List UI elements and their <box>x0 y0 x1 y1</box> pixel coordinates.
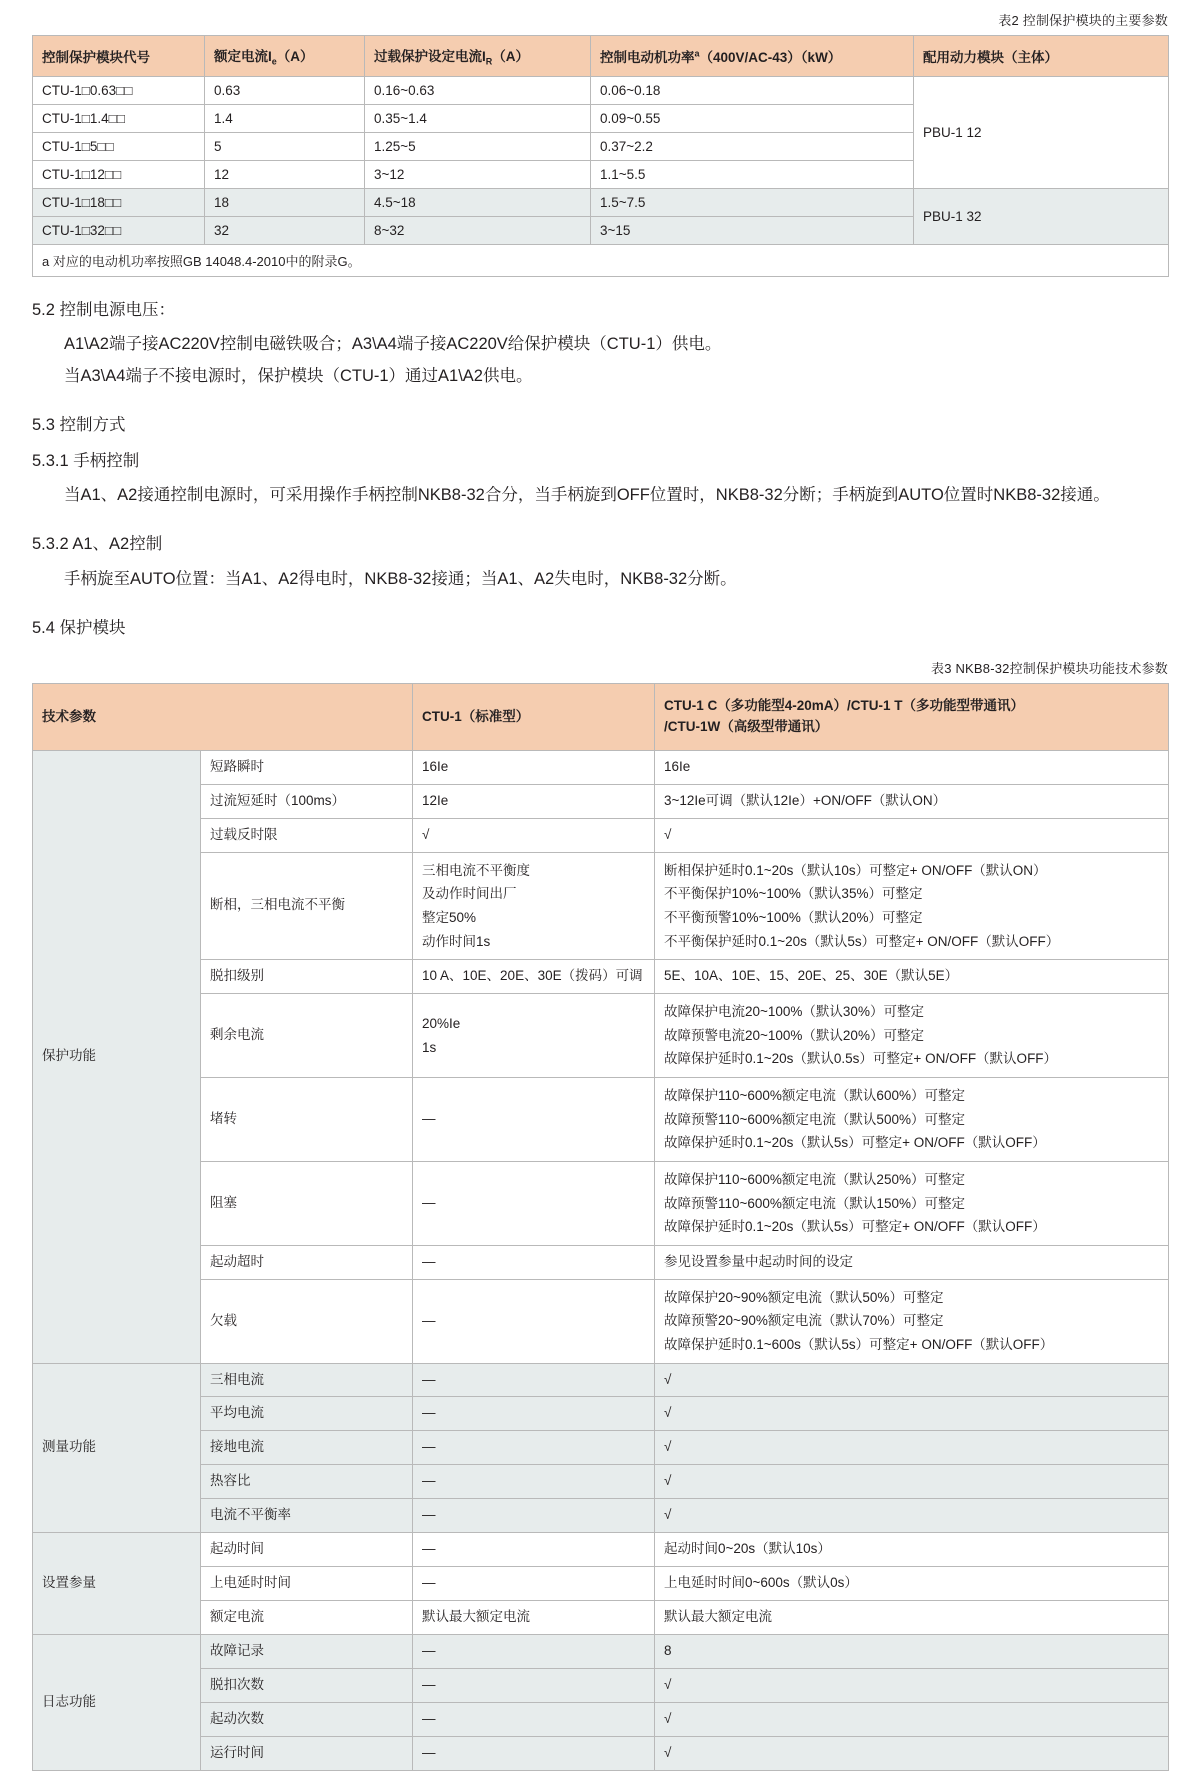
table2-cell-module-group: PBU-1 12 <box>914 76 1169 188</box>
section-5-3-1-para: 当A1、A2接通控制电源时，可采用操作手柄控制NKB8-32合分，当手柄旋到OFF位置时，NKB8-32分断；手柄旋到AUTO位置时NKB8-32接通。 <box>64 486 1110 505</box>
table3-cell-advanced-line: 5E、10A、10E、15、20E、25、30E（默认5E） <box>664 968 959 984</box>
table2-cell-power: 1.5~7.5 <box>591 188 914 216</box>
table3-cell-standard <box>413 750 655 784</box>
table3-cell-advanced-line: √ <box>664 1473 672 1489</box>
table3-col-advanced <box>655 684 1169 751</box>
table3-cell-advanced-line: 上电延时时间0~600s（默认0s） <box>664 1575 858 1591</box>
table2-cell-ie: 1.4 <box>205 104 365 132</box>
table-row <box>33 750 1169 784</box>
table2-cell-module-group: PBU-1 32 <box>914 188 1169 244</box>
table3-cell-advanced <box>655 1499 1169 1533</box>
t2-h2-sub: e <box>271 56 277 67</box>
table3-col-advanced-line1: CTU-1 C（多功能型4-20mA）/CTU-1 T（多功能型带通讯） <box>664 698 1025 714</box>
table3-cell-standard <box>413 784 655 818</box>
table3-cell-standard <box>413 1245 655 1279</box>
table-row <box>33 994 1169 1078</box>
table3-cell-standard <box>413 1702 655 1736</box>
table3-cell-advanced-line: 16Ie <box>664 758 691 774</box>
table2-cell-ir: 0.35~1.4 <box>365 104 591 132</box>
table3-cell-standard-line: 动作时间1s <box>422 933 491 949</box>
table3-cell-standard-line: 16Ie <box>422 758 449 774</box>
table-row <box>33 1634 1169 1668</box>
table3-cell-standard-line: — <box>422 1371 436 1387</box>
table-row <box>33 960 1169 994</box>
section-5-4-title: 5.4 保护模块 <box>32 618 126 637</box>
t2-h4-sup: a <box>694 48 700 59</box>
t2-h3-sub: R <box>485 56 493 67</box>
table3-item-label: 额定电流 <box>201 1601 413 1635</box>
table3-cell-advanced <box>655 852 1169 960</box>
t2-h3-main: 过载保护设定电流I <box>374 49 486 64</box>
table2-cell-ir: 3~12 <box>365 160 591 188</box>
table-row <box>33 1078 1169 1162</box>
table3-cell-advanced-line: 不平衡保护延时0.1~20s（默认5s）可整定+ ON/OFF（默认OFF） <box>664 933 1060 949</box>
section-5-2-para-1: A1\A2端子接AC220V控制电磁铁吸合；A3\A4端子接AC220V给保护模块（CTU-1）供电。 <box>64 335 722 354</box>
table3-cell-standard-line: — <box>422 1710 436 1726</box>
table3-cell-advanced-line: 故障预警110~600%额定电流（默认150%）可整定 <box>664 1195 965 1211</box>
table3-item-label: 短路瞬时 <box>201 750 413 784</box>
table3-cell-standard <box>413 1499 655 1533</box>
table3-cell-standard <box>413 818 655 852</box>
table2-cell-ie: 32 <box>205 216 365 244</box>
table3-cell-standard <box>413 1668 655 1702</box>
table2-cell-ir: 1.25~5 <box>365 132 591 160</box>
table3-item-label: 起动次数 <box>201 1702 413 1736</box>
table-row <box>33 1397 1169 1431</box>
t2-h3-tail: （A） <box>492 49 530 64</box>
table2-header-row <box>33 36 1169 77</box>
section-5-3-title: 5.3 控制方式 <box>32 416 126 435</box>
table3-cell-advanced-line: 故障保护延时0.1~20s（默认5s）可整定+ ON/OFF（默认OFF） <box>664 1135 1046 1151</box>
section-5-3-2-para: 手柄旋至AUTO位置：当A1、A2得电时，NKB8-32接通；当A1、A2失电时，NKB8-32分断。 <box>64 569 737 588</box>
table3-cell-advanced-line: √ <box>664 1371 672 1387</box>
table-row <box>33 1431 1169 1465</box>
table3-cell-advanced <box>655 1465 1169 1499</box>
table3-cell-advanced-line: √ <box>664 1439 672 1455</box>
table3-item-label: 过流短延时（100ms） <box>201 784 413 818</box>
table3-cell-standard-line: — <box>422 1473 436 1489</box>
table3-cell-standard <box>413 1533 655 1567</box>
table2-cell-code: CTU-1□0.63□□ <box>33 76 205 104</box>
table2-col-code: 控制保护模块代号 <box>33 36 205 77</box>
table3-item-label: 脱扣次数 <box>201 1668 413 1702</box>
section-5-2-para-2: 当A3\A4端子不接电源时，保护模块（CTU-1）通过A1\A2供电。 <box>64 367 533 386</box>
section-5-3 <box>32 410 1168 594</box>
table3-cell-standard <box>413 1279 655 1363</box>
table3-cell-standard-line: — <box>422 1541 436 1557</box>
table3-cell-standard <box>413 1161 655 1245</box>
table3-cell-standard <box>413 1736 655 1770</box>
table3-item-label: 平均电流 <box>201 1397 413 1431</box>
table2-cell-code: CTU-1□12□□ <box>33 160 205 188</box>
table-row <box>33 1279 1169 1363</box>
table-row <box>33 1702 1169 1736</box>
table3-cell-advanced <box>655 1533 1169 1567</box>
table3-cell-advanced <box>655 960 1169 994</box>
table3-cell-standard <box>413 1397 655 1431</box>
t2-h4-tail: （400V/AC-43）（kW） <box>699 49 842 65</box>
table3-cell-standard-line: — <box>422 1744 436 1760</box>
table-row <box>33 188 1169 216</box>
table3-cell-advanced <box>655 750 1169 784</box>
table-row <box>33 1736 1169 1770</box>
table3-cell-standard-line: 20%Ie <box>422 1015 461 1031</box>
table-row <box>33 1245 1169 1279</box>
table2-cell-ir: 8~32 <box>365 216 591 244</box>
table3-cell-advanced <box>655 1363 1169 1397</box>
table3-cell-standard <box>413 994 655 1078</box>
table2-cell-code: CTU-1□32□□ <box>33 216 205 244</box>
table3-cell-advanced-line: √ <box>664 1507 672 1523</box>
table3-cell-advanced-line: √ <box>664 826 672 842</box>
table3-cell-standard-line: — <box>422 1642 436 1658</box>
table3-cell-advanced-line: 不平衡预警10%~100%（默认20%）可整定 <box>664 909 923 925</box>
table-row <box>33 1363 1169 1397</box>
table3-cell-advanced <box>655 994 1169 1078</box>
table3-cell-standard-line: — <box>422 1507 436 1523</box>
table3-cell-advanced-line: 故障预警电流20~100%（默认20%）可整定 <box>664 1027 924 1043</box>
table2-cell-ir: 0.16~0.63 <box>365 76 591 104</box>
table3-cell-advanced-line: 故障预警20~90%额定电流（默认70%）可整定 <box>664 1313 944 1329</box>
table-row <box>33 1668 1169 1702</box>
table2-cell-power: 1.1~5.5 <box>591 160 914 188</box>
table3-item-label: 过载反时限 <box>201 818 413 852</box>
table3-cell-advanced-line: √ <box>664 1676 672 1692</box>
table-row <box>33 76 1169 104</box>
table-main-parameters <box>32 35 1169 277</box>
table3-item-label: 上电延时时间 <box>201 1567 413 1601</box>
table3-cell-standard-line: — <box>422 1405 436 1421</box>
table3-cell-advanced-line: 参见设置参量中起动时间的设定 <box>664 1253 853 1269</box>
table3-caption: 表3 NKB8-32控制保护模块功能技术参数 <box>931 661 1168 677</box>
table3-item-label: 三相电流 <box>201 1363 413 1397</box>
table3-cell-advanced-line: 断相保护延时0.1~20s（默认10s）可整定+ ON/OFF（默认ON） <box>664 862 1047 878</box>
table3-cell-advanced-line: 故障保护延时0.1~600s（默认5s）可整定+ ON/OFF（默认OFF） <box>664 1336 1054 1352</box>
table-row <box>33 1161 1169 1245</box>
table3-group-label: 保护功能 <box>33 750 201 1363</box>
section-5-3-1-title: 5.3.1 手柄控制 <box>32 451 140 470</box>
table3-cell-advanced-line: √ <box>664 1710 672 1726</box>
table2-col-overload-current <box>365 36 591 77</box>
table3-cell-standard <box>413 960 655 994</box>
table3-cell-advanced <box>655 1668 1169 1702</box>
table3-cell-standard-line: 1s <box>422 1039 437 1055</box>
t2-h4-main: 控制电动机功率 <box>600 49 695 65</box>
table3-cell-advanced-line: 3~12Ie可调（默认12Ie）+ON/OFF（默认ON） <box>664 792 947 808</box>
table2-footnote-row <box>33 244 1169 276</box>
table3-item-label: 起动时间 <box>201 1533 413 1567</box>
table2-caption: 表2 控制保护模块的主要参数 <box>998 13 1168 28</box>
table3-cell-advanced-line: 故障保护110~600%额定电流（默认250%）可整定 <box>664 1171 965 1187</box>
table3-item-label: 热容比 <box>201 1465 413 1499</box>
table3-cell-advanced <box>655 1567 1169 1601</box>
table3-cell-advanced <box>655 1702 1169 1736</box>
table3-cell-standard-line: 三相电流不平衡度 <box>422 862 530 878</box>
table3-item-label: 电流不平衡率 <box>201 1499 413 1533</box>
table3-cell-standard-line: √ <box>422 826 430 842</box>
table-protection-functions <box>32 683 1169 1771</box>
table3-item-label: 剩余电流 <box>201 994 413 1078</box>
table3-item-label: 堵转 <box>201 1078 413 1162</box>
table3-cell-advanced-line: √ <box>664 1405 672 1421</box>
table3-cell-advanced-line: 起动时间0~20s（默认10s） <box>664 1541 831 1557</box>
table3-cell-standard <box>413 1634 655 1668</box>
table3-cell-standard-line: 整定50% <box>422 909 477 925</box>
table3-cell-advanced-line: 故障保护延时0.1~20s（默认0.5s）可整定+ ON/OFF（默认OFF） <box>664 1051 1058 1067</box>
t2-h2-tail: （A） <box>276 49 314 64</box>
table-row <box>33 1465 1169 1499</box>
table3-cell-advanced <box>655 1736 1169 1770</box>
table3-group-label: 测量功能 <box>33 1363 201 1533</box>
table3-col-technical-parameter: 技术参数 <box>33 684 413 751</box>
table3-cell-standard <box>413 852 655 960</box>
table-row <box>33 1499 1169 1533</box>
table3-cell-standard-line: — <box>422 1194 436 1210</box>
table2-cell-ie: 12 <box>205 160 365 188</box>
table3-col-advanced-line2: /CTU-1W（高级型带通讯） <box>664 719 829 735</box>
table3-group-label: 设置参量 <box>33 1533 201 1635</box>
table2-cell-power: 3~15 <box>591 216 914 244</box>
table3-cell-standard-line: 及动作时间出厂 <box>422 886 517 902</box>
table2-cell-power: 0.06~0.18 <box>591 76 914 104</box>
table3-cell-standard-line: — <box>422 1312 436 1328</box>
table3-cell-advanced <box>655 784 1169 818</box>
section-5-2 <box>32 295 1168 393</box>
table2-cell-code: CTU-1□18□□ <box>33 188 205 216</box>
table3-cell-standard-line: 默认最大额定电流 <box>422 1609 530 1624</box>
table3-cell-advanced <box>655 1397 1169 1431</box>
table3-cell-advanced-line: 8 <box>664 1642 672 1658</box>
table3-item-label: 运行时间 <box>201 1736 413 1770</box>
table3-group-label: 日志功能 <box>33 1634 201 1770</box>
table3-cell-advanced <box>655 1078 1169 1162</box>
table3-cell-standard <box>413 1363 655 1397</box>
table3-col-standard: CTU-1（标准型） <box>413 684 655 751</box>
table2-col-rated-current <box>205 36 365 77</box>
table3-cell-standard <box>413 1465 655 1499</box>
table3-item-label: 起动超时 <box>201 1245 413 1279</box>
table2-col-power-module: 配用动力模块（主体） <box>914 36 1169 77</box>
table2-col-motor-power <box>591 36 914 77</box>
table3-cell-advanced-line: 默认最大额定电流 <box>664 1609 772 1624</box>
table3-cell-standard-line: — <box>422 1439 436 1455</box>
table2-cell-power: 0.09~0.55 <box>591 104 914 132</box>
table3-cell-standard-line: — <box>422 1676 436 1692</box>
document-page <box>0 10 1200 1771</box>
table3-cell-standard-line: — <box>422 1110 436 1126</box>
table3-header-row <box>33 684 1169 751</box>
table3-cell-standard <box>413 1431 655 1465</box>
table-row <box>33 852 1169 960</box>
table3-cell-advanced-line: 不平衡保护10%~100%（默认35%）可整定 <box>664 886 923 902</box>
table3-cell-standard <box>413 1567 655 1601</box>
table2-cell-ir: 4.5~18 <box>365 188 591 216</box>
table-row <box>33 1567 1169 1601</box>
table3-item-label: 断相，三相电流不平衡 <box>201 852 413 960</box>
table3-cell-standard-line: 10 A、10E、20E、30E（拨码）可调 <box>422 968 643 984</box>
section-5-3-2-title: 5.3.2 A1、A2控制 <box>32 535 163 554</box>
table3-item-label: 故障记录 <box>201 1634 413 1668</box>
section-5-2-title: 5.2 控制电源电压： <box>32 300 176 319</box>
table3-cell-standard-line: — <box>422 1253 436 1269</box>
section-5-4 <box>32 613 1168 644</box>
table3-cell-standard <box>413 1601 655 1635</box>
table3-cell-advanced-line: 故障保护延时0.1~20s（默认5s）可整定+ ON/OFF（默认OFF） <box>664 1219 1046 1235</box>
table2-footnote: a 对应的电动机功率按照GB 14048.4-2010中的附录G。 <box>33 244 1169 276</box>
table-row <box>33 818 1169 852</box>
table3-body <box>33 750 1169 1770</box>
table3-cell-advanced-line: √ <box>664 1744 672 1760</box>
table-row <box>33 784 1169 818</box>
table3-cell-advanced-line: 故障预警110~600%额定电流（默认500%）可整定 <box>664 1111 965 1127</box>
table3-item-label: 脱扣级别 <box>201 960 413 994</box>
table2-cell-ie: 0.63 <box>205 76 365 104</box>
t2-h2-main: 额定电流I <box>214 49 272 64</box>
table3-cell-advanced-line: 故障保护110~600%额定电流（默认600%）可整定 <box>664 1088 965 1103</box>
table3-cell-advanced-line: 故障保护电流20~100%（默认30%）可整定 <box>664 1004 924 1020</box>
table3-cell-advanced <box>655 1634 1169 1668</box>
table-row <box>33 1533 1169 1567</box>
table2-cell-code: CTU-1□5□□ <box>33 132 205 160</box>
table3-cell-advanced-line: 故障保护20~90%额定电流（默认50%）可整定 <box>664 1289 944 1305</box>
table3-cell-advanced <box>655 818 1169 852</box>
table3-cell-advanced <box>655 1161 1169 1245</box>
table3-cell-advanced <box>655 1431 1169 1465</box>
table2-cell-code: CTU-1□1.4□□ <box>33 104 205 132</box>
table3-item-label: 欠载 <box>201 1279 413 1363</box>
table3-cell-standard-line: 12Ie <box>422 792 449 808</box>
table3-cell-advanced <box>655 1601 1169 1635</box>
table3-item-label: 阻塞 <box>201 1161 413 1245</box>
table3-item-label: 接地电流 <box>201 1431 413 1465</box>
table3-cell-advanced <box>655 1245 1169 1279</box>
table3-cell-advanced <box>655 1279 1169 1363</box>
table2-cell-power: 0.37~2.2 <box>591 132 914 160</box>
table2-cell-ie: 18 <box>205 188 365 216</box>
table-row <box>33 1601 1169 1635</box>
table2-cell-ie: 5 <box>205 132 365 160</box>
table3-cell-standard-line: — <box>422 1575 436 1591</box>
table3-cell-standard <box>413 1078 655 1162</box>
